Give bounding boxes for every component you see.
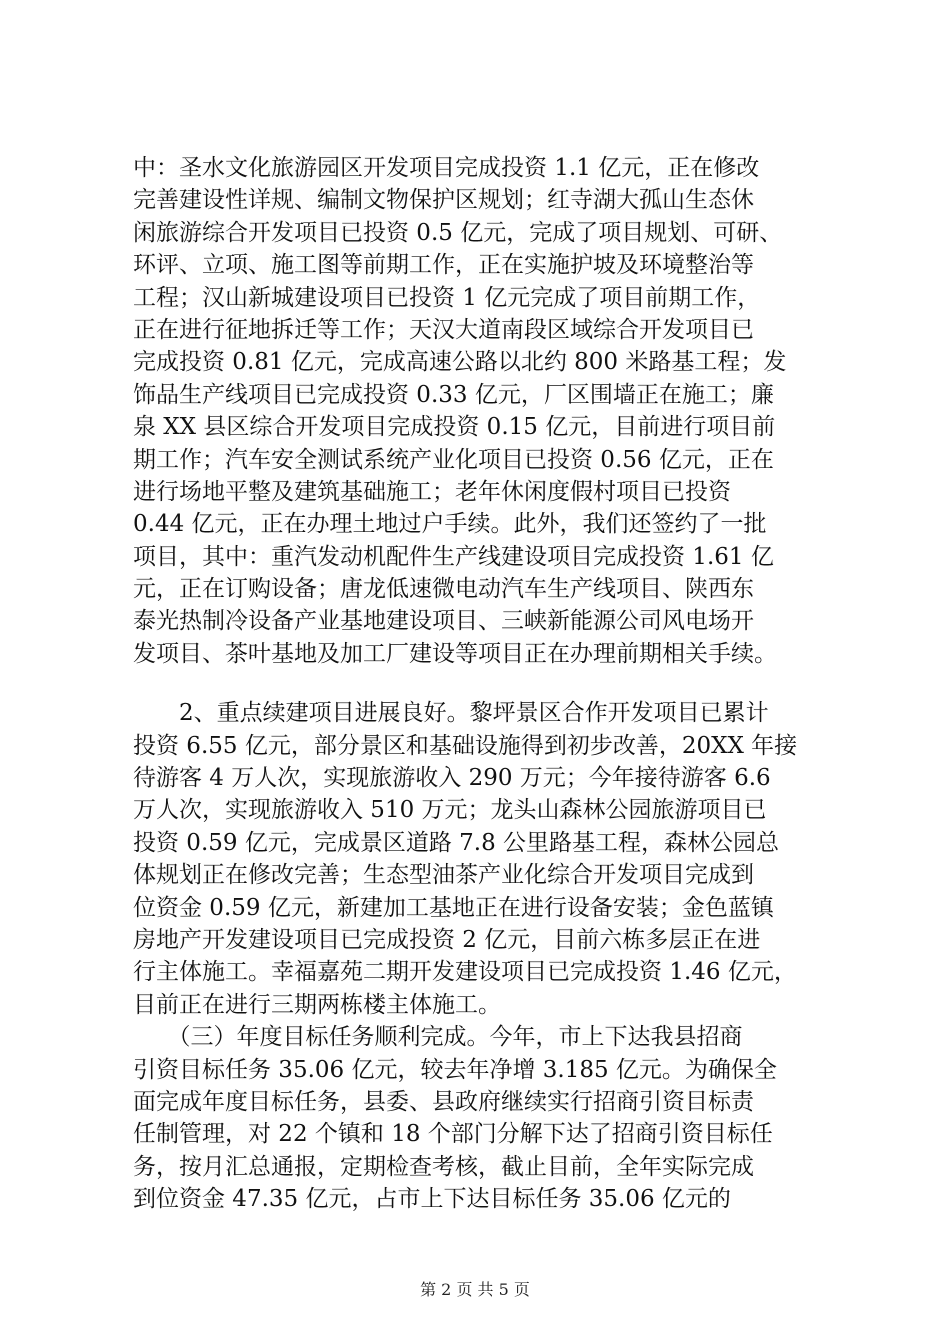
text-line: 行主体施工。幸福嘉苑二期开发建设项目已完成投资 1.46 亿元， [133,959,797,986]
text-line: 中：圣水文化旅游园区开发项目完成投资 1.1 亿元，正在修改 [133,155,760,181]
paragraph-1 [133,152,833,670]
text-line: 2、重点续建项目进展良好。黎坪景区合作开发项目已累计 [133,700,769,727]
text-line: 投资 0.59 亿元，完成景区道路 7.8 公里路基工程，森林公园总 [133,829,780,856]
text-line: 完成投资 0.81 亿元，完成高速公路以北约 800 米路基工程；发 [133,349,787,376]
text-line: 目前正在进行三期两栋楼主体施工。 [133,991,501,1018]
text-line: 饰品生产线项目已完成投资 0.33 亿元，厂区围墙正在施工；廉 [133,381,774,408]
paragraph-gap [133,670,833,697]
text-line: 进行场地平整及建筑基础施工；老年休闲度假村项目已投资 [133,478,731,505]
text-line: 0.44 亿元，正在办理土地过户手续。此外，我们还签约了一批 [133,511,767,538]
paragraph-3 [133,1021,833,1215]
text-line: 泉 XX 县区综合开发项目完成投资 0.15 亿元，目前进行项目前 [133,414,776,441]
text-line: 泰光热制冷设备产业基地建设项目、三峡新能源公司风电场开 [133,608,754,635]
text-line: 发项目、茶叶基地及加工厂建设等项目正在办理前期相关手续。 [133,640,777,667]
text-line: 投资 6.55 亿元，部分景区和基础设施得到初步改善，20XX 年接 [133,732,798,759]
text-line: 到位资金 47.35 亿元，占市上下达目标任务 35.06 亿元的 [133,1186,731,1213]
text-line: 环评、立项、施工图等前期工作，正在实施护坡及环境整治等 [133,252,754,279]
text-line: （三）年度目标任务顺利完成。今年，市上下达我县招商 [133,1024,743,1051]
text-line: 面完成年度目标任务，县委、县政府继续实行招商引资目标责 [133,1088,754,1115]
text-line: 务，按月汇总通报，定期检查考核，截止目前，全年实际完成 [133,1153,754,1180]
page-footer: 第 2 页 共 5 页 [420,1280,530,1299]
text-line: 引资目标任务 35.06 亿元，较去年净增 3.185 亿元。为确保全 [133,1056,777,1083]
text-line: 元，正在订购设备；唐龙低速微电动汽车生产线项目、陕西东 [133,576,754,603]
text-line: 体规划正在修改完善；生态型油茶产业化综合开发项目完成到 [133,862,754,889]
text-line: 待游客 4 万人次，实现旅游收入 290 万元；今年接待游客 6.6 [133,765,771,792]
document-body [133,152,833,1216]
text-line: 正在进行征地拆迁等工作；天汉大道南段区域综合开发项目已 [133,316,754,343]
text-line: 项目，其中：重汽发动机配件生产线建设项目完成投资 1.61 亿 [133,543,774,570]
paragraph-2 [133,697,833,1021]
text-line: 位资金 0.59 亿元，新建加工基地正在进行设备安装；金色蓝镇 [133,894,774,921]
text-line: 完善建设性详规、编制文物保护区规划；红寺湖大孤山生态休 [133,187,754,214]
text-line: 万人次，实现旅游收入 510 万元；龙头山森林公园旅游项目已 [133,797,767,824]
text-line: 房地产开发建设项目已完成投资 2 亿元，目前六栋多层正在进 [133,926,761,953]
text-line: 期工作；汽车安全测试系统产业化项目已投资 0.56 亿元，正在 [133,446,774,473]
text-line: 工程；汉山新城建设项目已投资 1 亿元完成了项目前期工作， [133,284,761,311]
text-line: 任制管理，对 22 个镇和 18 个部门分解下达了招商引资目标任 [133,1121,773,1148]
text-line: 闲旅游综合开发项目已投资 0.5 亿元，完成了项目规划、可研、 [133,219,783,246]
